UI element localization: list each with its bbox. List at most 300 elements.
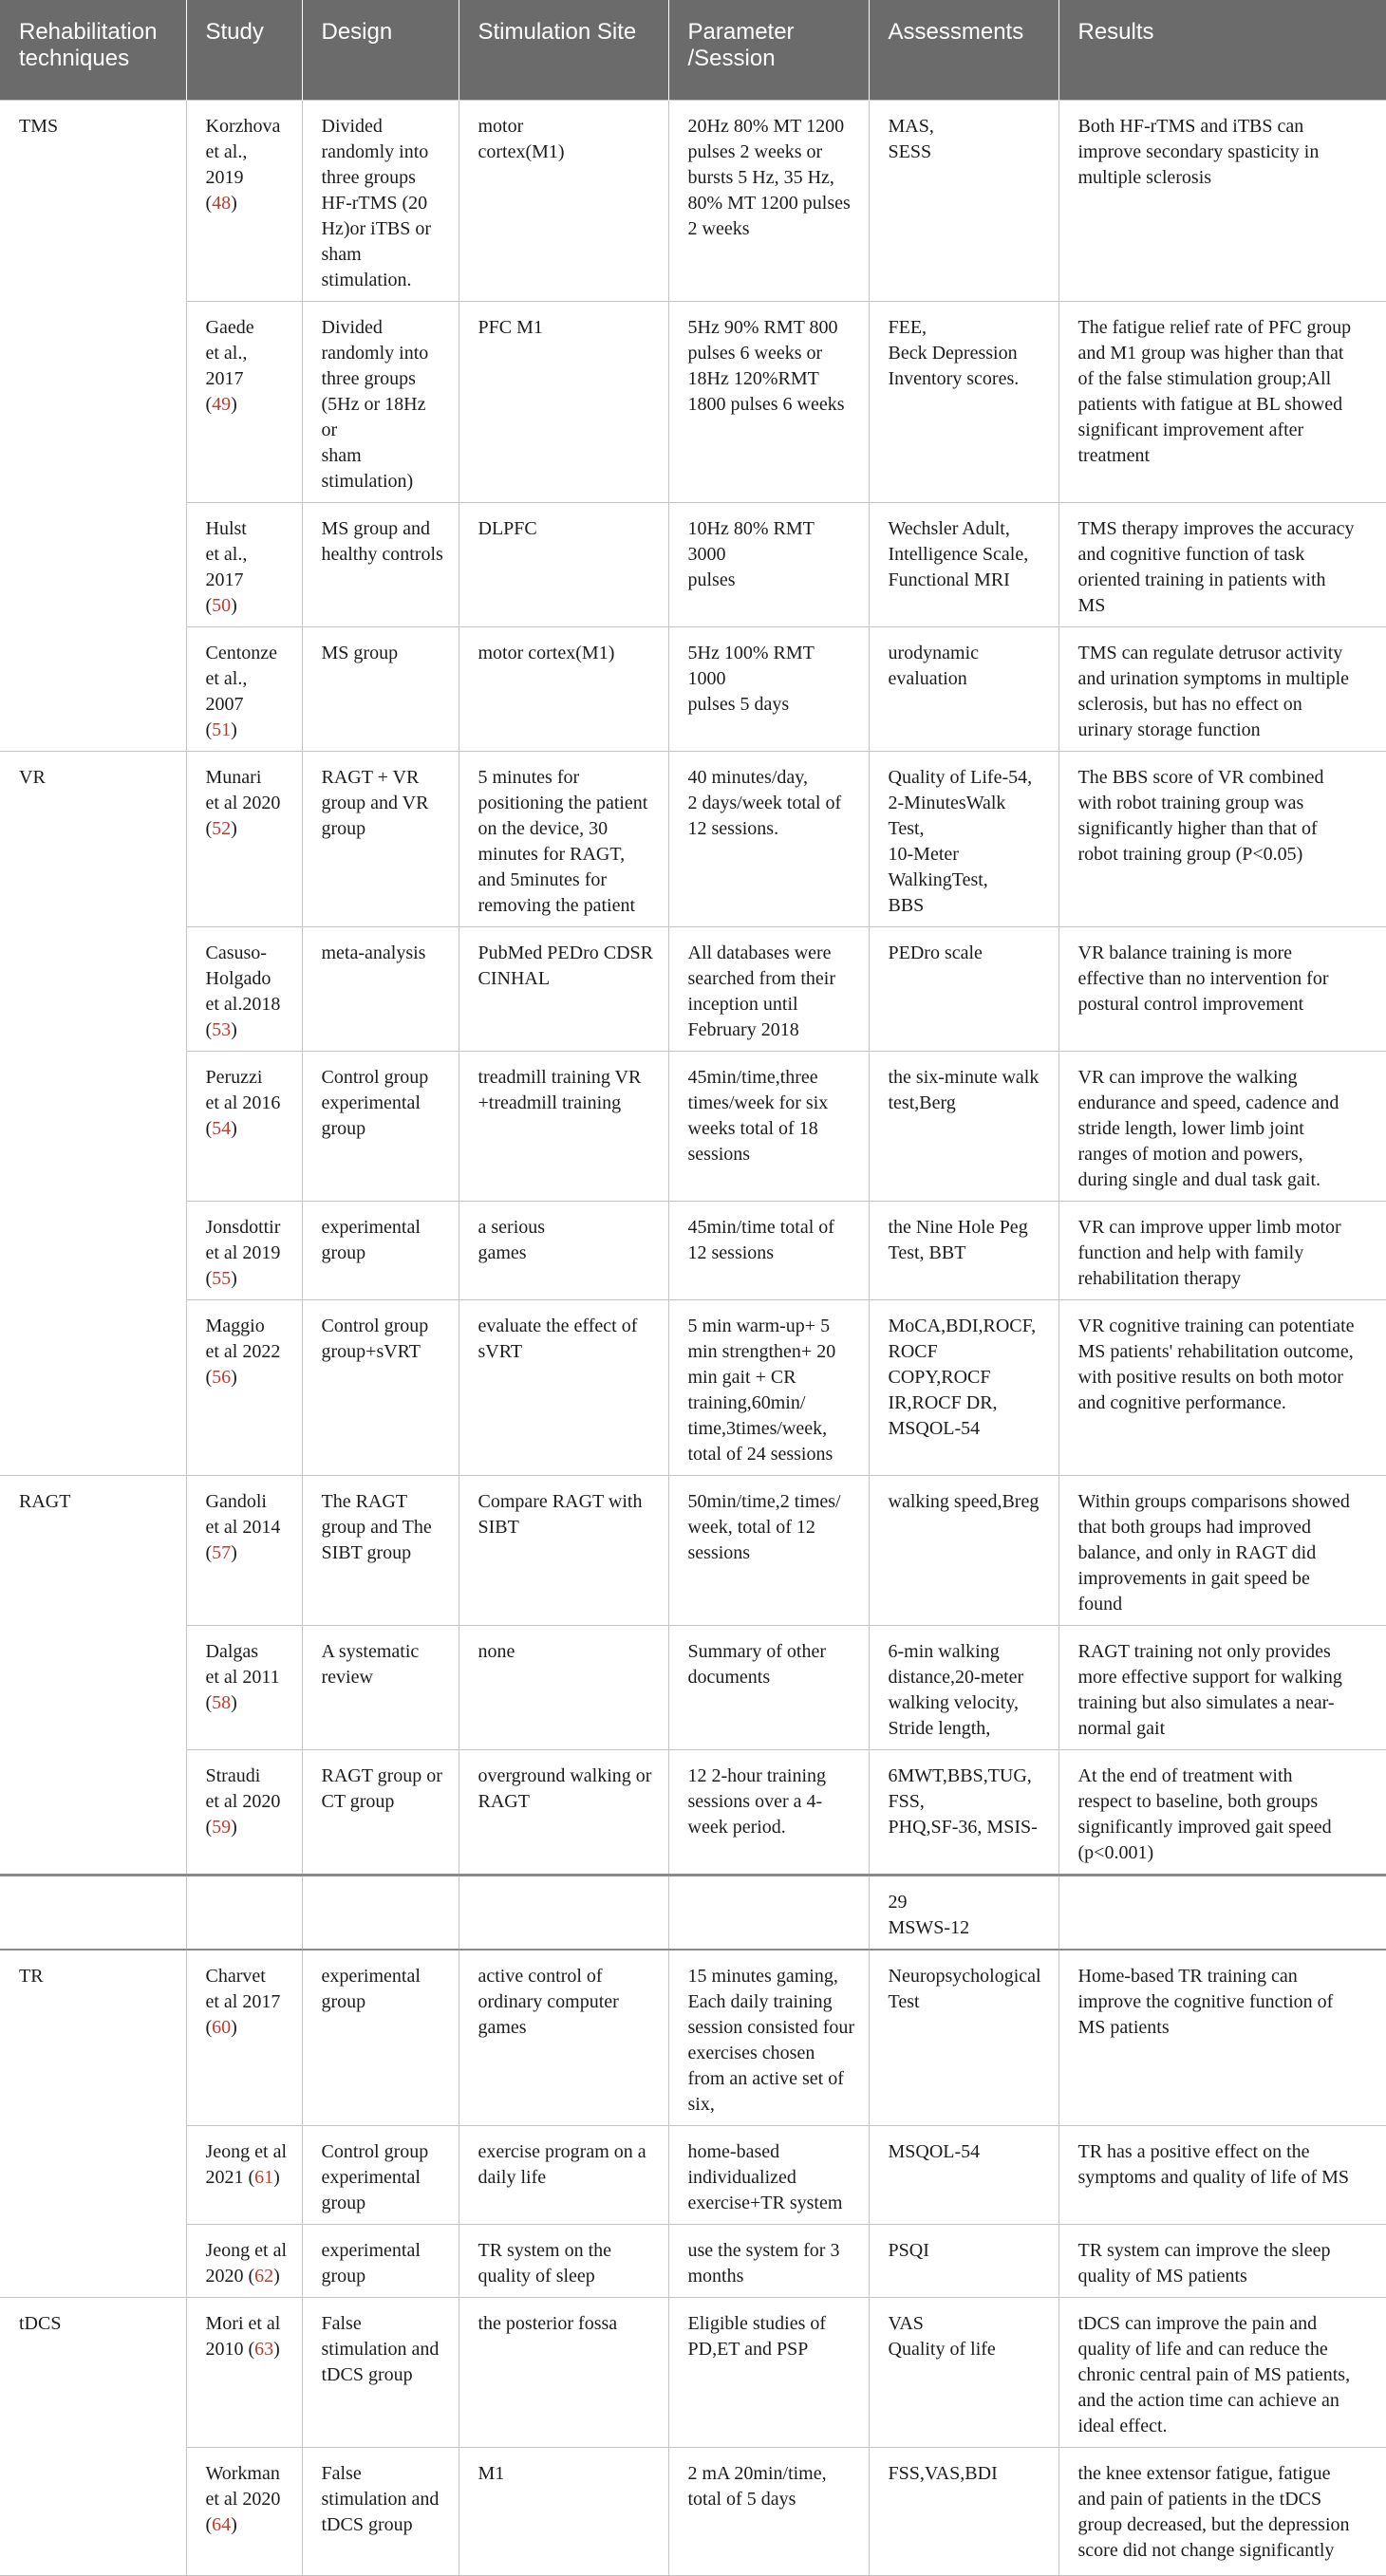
study-line: et al 2016	[205, 1092, 281, 1113]
table-row	[0, 1051, 1386, 1201]
assess-line: SESS	[888, 140, 932, 162]
param-line: six,	[687, 2093, 715, 2115]
results-line: and cognitive function of task	[1077, 543, 1305, 565]
technique-cell: TR	[0, 1950, 186, 2126]
reference-number[interactable]: 51	[212, 719, 232, 740]
param-line: week period.	[687, 1816, 786, 1838]
site-cell	[459, 1299, 668, 1475]
design-line: stimulation.	[321, 269, 412, 290]
study-cell	[186, 1875, 302, 1950]
study-line: Peruzzi	[205, 1066, 263, 1088]
reference-number[interactable]: 58	[212, 1691, 232, 1713]
study-cell	[186, 502, 302, 626]
results-cell	[1058, 1201, 1386, 1299]
param-line: 12 sessions	[687, 1241, 775, 1263]
technique-cell	[0, 1749, 186, 1875]
parameter-cell	[668, 100, 869, 301]
reference-link[interactable]: (59)	[205, 1816, 237, 1838]
param-line: 45min/time,three	[687, 1066, 818, 1088]
study-line: Hulst	[205, 517, 247, 539]
assess-line: test,Berg	[888, 1092, 956, 1113]
design-cell	[302, 751, 459, 926]
site-line: motor cortex(M1)	[478, 642, 615, 663]
study-line: et al 2022	[205, 1340, 281, 1362]
reference-number[interactable]: 49	[212, 393, 232, 415]
site-line: active control of	[478, 1965, 603, 1987]
results-line: MS patients' rehabilitation outcome,	[1077, 1340, 1354, 1362]
assessment-cell	[869, 1950, 1058, 2126]
reference-number[interactable]: 48	[212, 192, 232, 214]
results-line: and M1 group was higher than that	[1077, 342, 1344, 364]
study-cell	[186, 2125, 302, 2224]
site-cell	[459, 502, 668, 626]
study-line: Dalgas	[205, 1640, 259, 1662]
results-cell	[1058, 626, 1386, 751]
design-line: experimental	[321, 2166, 421, 2188]
site-line: and 5minutes for	[478, 868, 608, 890]
site-line: daily life	[478, 2166, 547, 2188]
design-cell	[302, 2125, 459, 2224]
header-assessments: Assessments	[869, 0, 1058, 100]
param-line: min strengthen+ 20	[687, 1340, 836, 1362]
study-cell	[186, 2447, 302, 2575]
table-body	[0, 100, 1386, 2575]
study-line: 2020 (62)	[205, 2265, 280, 2287]
reference-link[interactable]: (50)	[205, 594, 237, 616]
reference-number[interactable]: 57	[212, 1541, 232, 1563]
design-cell	[302, 2297, 459, 2447]
assess-line: Wechsler Adult,	[888, 517, 1010, 539]
study-line: et al 2014	[205, 1516, 281, 1538]
param-line: pulses 5 days	[687, 693, 790, 715]
study-line: Munari	[205, 766, 262, 788]
parameter-cell	[668, 2447, 869, 2575]
study-cell	[186, 1950, 302, 2126]
results-line: TR system can improve the sleep	[1077, 2239, 1331, 2261]
param-line: exercise+TR system	[687, 2192, 843, 2213]
site-line: evaluate the effect of	[478, 1315, 638, 1336]
design-line: three groups	[321, 166, 416, 188]
results-line: significantly higher than that of	[1077, 817, 1318, 839]
site-cell	[459, 2447, 668, 2575]
study-line: et al., 2017	[205, 543, 248, 590]
assess-line: Neuropsychological	[888, 1965, 1041, 1987]
param-line: Eligible studies of	[687, 2312, 827, 2334]
reference-link[interactable]: (64)	[205, 2513, 237, 2535]
design-line: meta-analysis	[321, 942, 426, 963]
study-cell	[186, 100, 302, 301]
table-row	[0, 1749, 1386, 1875]
results-line: patients with fatigue at BL showed	[1077, 393, 1343, 415]
reference-link[interactable]: (60)	[205, 2016, 237, 2038]
site-line: CINHAL	[478, 967, 551, 989]
site-line: the posterior fossa	[478, 2312, 618, 2334]
parameter-cell	[668, 1051, 869, 1201]
results-line: Both HF-rTMS and iTBS can	[1077, 115, 1304, 137]
results-line: endurance and speed, cadence and	[1077, 1092, 1339, 1113]
technique-cell	[0, 1299, 186, 1475]
results-line: training but also simulates a near-	[1077, 1691, 1335, 1713]
design-line: three groups	[321, 367, 416, 389]
results-line: and urination symptoms in multiple	[1077, 667, 1350, 689]
site-cell	[459, 2224, 668, 2297]
design-line: group+sVRT	[321, 1340, 421, 1362]
reference-link[interactable]: (56)	[205, 1366, 237, 1388]
technique-cell	[0, 1051, 186, 1201]
results-line: sclerosis, but has no effect on	[1077, 693, 1302, 715]
param-line: time,3times/week,	[687, 1417, 828, 1439]
assess-line: MSQOL-54	[888, 2140, 981, 2162]
parameter-cell	[668, 1875, 869, 1950]
design-line: Control group	[321, 2140, 429, 2162]
design-line: stimulation and	[321, 2338, 440, 2360]
technique-cell: RAGT	[0, 1475, 186, 1625]
results-line: group decreased, but the depression	[1077, 2513, 1350, 2535]
results-line: during single and dual task gait.	[1077, 1168, 1321, 1190]
site-line: overground walking or	[478, 1764, 652, 1786]
assess-line: the six-minute walk	[888, 1066, 1040, 1088]
parameter-cell	[668, 1475, 869, 1625]
assess-line: walking velocity,	[888, 1691, 1020, 1713]
site-line: removing the patient	[478, 894, 636, 916]
param-line: Summary of other	[687, 1640, 827, 1662]
design-line: experimental	[321, 1216, 421, 1238]
reference-number[interactable]: 53	[212, 1018, 232, 1040]
site-line: none	[478, 1640, 515, 1662]
design-cell	[302, 626, 459, 751]
param-line: sessions	[687, 1541, 751, 1563]
param-line: 40 minutes/day,	[687, 766, 808, 788]
parameter-cell	[668, 1201, 869, 1299]
assess-line: Stride length,	[888, 1717, 991, 1739]
results-cell	[1058, 751, 1386, 926]
study-line: 2021 (61)	[205, 2166, 280, 2188]
design-line: CT group	[321, 1790, 395, 1812]
results-line: balance, and only in RAGT did	[1077, 1541, 1317, 1563]
study-line: Gandoli	[205, 1490, 267, 1512]
results-line: and pain of patients in the tDCS	[1077, 2488, 1322, 2510]
study-cell	[186, 1749, 302, 1875]
design-line: False	[321, 2462, 362, 2484]
param-line: 5Hz 90% RMT 800	[687, 316, 838, 338]
design-line: SIBT group	[321, 1541, 412, 1563]
study-cell	[186, 1299, 302, 1475]
param-line: months	[687, 2265, 744, 2287]
assess-line: VAS	[888, 2312, 924, 2334]
assess-line: Test	[888, 1990, 920, 2012]
site-line: PubMed PEDro CDSR	[478, 942, 653, 963]
study-line: et al 2019	[205, 1241, 281, 1263]
assess-line: evaluation	[888, 667, 967, 689]
header-design: Design	[302, 0, 459, 100]
results-cell	[1058, 1875, 1386, 1950]
reference-link[interactable]: (54)	[205, 1117, 237, 1139]
param-line: searched from their	[687, 967, 835, 989]
parameter-cell	[668, 1625, 869, 1749]
design-line: group	[321, 2265, 366, 2287]
reference-link[interactable]: (48)	[205, 192, 237, 214]
results-line: effective than no intervention for	[1077, 967, 1329, 989]
results-cell	[1058, 926, 1386, 1051]
assess-line: Inventory scores.	[888, 367, 1020, 389]
reference-link[interactable]: (52)	[205, 817, 237, 839]
param-line: total of 24 sessions	[687, 1443, 833, 1465]
site-line: +treadmill training	[478, 1092, 622, 1113]
param-line: inception until	[687, 993, 798, 1015]
param-line: 2 weeks	[687, 217, 750, 239]
reference-link[interactable]: (57)	[205, 1541, 237, 1563]
study-line: Centonze	[205, 642, 278, 663]
design-line: tDCS group	[321, 2513, 413, 2535]
site-cell	[459, 751, 668, 926]
technique-cell	[0, 301, 186, 502]
results-cell	[1058, 1625, 1386, 1749]
assess-line: Beck Depression	[888, 342, 1018, 364]
results-line: significantly improved gait speed	[1077, 1816, 1332, 1838]
site-line: sVRT	[478, 1340, 523, 1362]
param-line: sessions over a 4-	[687, 1790, 823, 1812]
technique-cell	[0, 502, 186, 626]
param-line: 5Hz 100% RMT 1000	[687, 642, 815, 689]
assessment-cell	[869, 1749, 1058, 1875]
results-line: (p<0.001)	[1077, 1841, 1154, 1863]
site-cell	[459, 2297, 668, 2447]
assess-line: Functional MRI	[888, 569, 1010, 590]
site-cell	[459, 1051, 668, 1201]
design-line: group	[321, 1117, 366, 1139]
assess-line: BBS	[888, 894, 925, 916]
design-line: group	[321, 1990, 366, 2012]
param-line: 10Hz 80% RMT 3000	[687, 517, 815, 565]
assessment-cell	[869, 751, 1058, 926]
results-line: The BBS score of VR combined	[1077, 766, 1324, 788]
reference-number[interactable]: 52	[212, 817, 232, 839]
design-cell	[302, 100, 459, 301]
study-line: Maggio	[205, 1315, 265, 1336]
reference-number[interactable]: 61	[254, 2166, 274, 2188]
design-line: randomly into	[321, 342, 429, 364]
reference-number[interactable]: 56	[212, 1366, 232, 1388]
design-line: experimental	[321, 1092, 421, 1113]
param-line: 2 mA 20min/time,	[687, 2462, 827, 2484]
reference-number[interactable]: 64	[212, 2513, 232, 2535]
results-line: treatment	[1077, 444, 1151, 466]
design-line: group	[321, 817, 366, 839]
assess-line: PEDro scale	[888, 942, 983, 963]
header-results: Results	[1058, 0, 1386, 100]
study-cell	[186, 2224, 302, 2297]
reference-number[interactable]: 50	[212, 594, 232, 616]
site-line: on the device, 30	[478, 817, 609, 839]
technique-cell	[0, 1201, 186, 1299]
design-line: group and VR	[321, 792, 429, 813]
results-cell	[1058, 301, 1386, 502]
design-cell	[302, 2224, 459, 2297]
table-row	[0, 1875, 1386, 1950]
table-row	[0, 626, 1386, 751]
results-cell	[1058, 2297, 1386, 2447]
parameter-cell	[668, 751, 869, 926]
table-row	[0, 1475, 1386, 1625]
table-row	[0, 100, 1386, 301]
assessment-cell	[869, 2224, 1058, 2297]
table-row	[0, 751, 1386, 926]
param-line: pulses 6 weeks or	[687, 342, 823, 364]
results-line: chronic central pain of MS patients,	[1077, 2363, 1351, 2385]
site-line: Compare RAGT with	[478, 1490, 643, 1512]
results-line: The fatigue relief rate of PFC group	[1077, 316, 1352, 338]
design-cell	[302, 502, 459, 626]
design-line: tDCS group	[321, 2363, 413, 2385]
results-line: VR can improve upper limb motor	[1077, 1216, 1341, 1238]
param-line: 1800 pulses 6 weeks	[687, 393, 845, 415]
param-line: training,60min/	[687, 1391, 806, 1413]
reference-number[interactable]: 60	[212, 2016, 232, 2038]
assessment-cell	[869, 2125, 1058, 2224]
assessment-cell	[869, 1625, 1058, 1749]
study-line: et al 2020	[205, 792, 281, 813]
results-line: postural control improvement	[1077, 993, 1304, 1015]
param-line: times/week for six	[687, 1092, 829, 1113]
results-line: that both groups had improved	[1077, 1516, 1312, 1538]
technique-cell	[0, 2224, 186, 2297]
site-cell	[459, 626, 668, 751]
design-line: The RAGT	[321, 1490, 408, 1512]
reference-number[interactable]: 62	[254, 2265, 274, 2287]
results-cell	[1058, 502, 1386, 626]
assess-line: Intelligence Scale,	[888, 543, 1029, 565]
results-cell	[1058, 2224, 1386, 2297]
technique-cell	[0, 1875, 186, 1950]
parameter-cell	[668, 1950, 869, 2126]
study-line: et al 2017	[205, 1990, 281, 2012]
assess-line: urodynamic	[888, 642, 980, 663]
assess-line: Test,	[888, 817, 925, 839]
design-cell	[302, 1299, 459, 1475]
assess-line: IR,ROCF DR,	[888, 1391, 998, 1413]
assess-line: 6MWT,BBS,TUG,	[888, 1764, 1032, 1786]
param-line: exercises chosen	[687, 2042, 815, 2063]
design-line: HF-rTMS (20	[321, 192, 428, 214]
study-cell	[186, 751, 302, 926]
parameter-cell	[668, 1749, 869, 1875]
assess-line: FSS,	[888, 1790, 925, 1812]
design-line: False	[321, 2312, 362, 2334]
site-line: TR system on the	[478, 2239, 612, 2261]
results-cell	[1058, 1475, 1386, 1625]
design-line: group and The	[321, 1516, 432, 1538]
reference-number[interactable]: 63	[254, 2338, 274, 2360]
reference-number[interactable]: 59	[212, 1816, 232, 1838]
assess-line: PSQI	[888, 2239, 929, 2261]
results-line: At the end of treatment with	[1077, 1764, 1293, 1786]
assessment-cell	[869, 1875, 1058, 1950]
results-line: ranges of motion and powers,	[1077, 1143, 1303, 1165]
design-cell	[302, 301, 459, 502]
assessment-cell	[869, 301, 1058, 502]
reference-link[interactable]: (51)	[205, 719, 237, 740]
reference-link[interactable]: (55)	[205, 1267, 237, 1289]
technique-cell: VR	[0, 751, 186, 926]
design-line: Hz)or iTBS or	[321, 217, 432, 239]
design-line: Control group	[321, 1066, 429, 1088]
assessment-cell	[869, 1299, 1058, 1475]
assess-line: 6-min walking	[888, 1640, 1000, 1662]
assess-line: MoCA,BDI,ROCF,	[888, 1315, 1037, 1336]
design-cell	[302, 926, 459, 1051]
study-cell	[186, 1625, 302, 1749]
site-line: quality of sleep	[478, 2265, 595, 2287]
assessment-cell	[869, 626, 1058, 751]
site-line: games	[478, 2016, 527, 2038]
results-line: urinary storage function	[1077, 719, 1261, 740]
results-line: significant improvement after	[1077, 419, 1304, 440]
table-row	[0, 502, 1386, 626]
table-row	[0, 301, 1386, 502]
reference-link[interactable]: (53)	[205, 1018, 237, 1040]
site-cell	[459, 301, 668, 502]
design-line: experimental	[321, 1965, 421, 1987]
reference-link[interactable]: (49)	[205, 393, 237, 415]
results-line: symptoms and quality of life of MS	[1077, 2166, 1350, 2188]
results-line: the knee extensor fatigue, fatigue	[1077, 2462, 1331, 2484]
design-cell	[302, 1749, 459, 1875]
design-cell	[302, 1201, 459, 1299]
design-line: sham	[321, 243, 362, 265]
results-line: and the action time can achieve an	[1077, 2389, 1339, 2411]
param-line: All databases were	[687, 942, 832, 963]
assess-line: Test, BBT	[888, 1241, 966, 1263]
param-line: 50min/time,2 times/	[687, 1490, 841, 1512]
results-line: Within groups comparisons showed	[1077, 1490, 1350, 1512]
design-cell	[302, 2447, 459, 2575]
site-cell	[459, 1475, 668, 1625]
reference-link[interactable]: (58)	[205, 1691, 237, 1713]
parameter-cell	[668, 2224, 869, 2297]
design-line: Divided	[321, 115, 383, 137]
assess-line: WalkingTest,	[888, 868, 988, 890]
design-line: healthy controls	[321, 543, 443, 565]
site-line: PFC M1	[478, 316, 543, 338]
design-cell	[302, 1950, 459, 2126]
study-line: Mori et al	[205, 2312, 281, 2334]
results-line: TMS therapy improves the accuracy	[1077, 517, 1355, 539]
site-line: exercise program on a	[478, 2140, 646, 2162]
results-line: improvements in gait speed be	[1077, 1567, 1310, 1589]
param-line: bursts 5 Hz, 35 Hz,	[687, 166, 834, 188]
results-line: improve the cognitive function of	[1077, 1990, 1334, 2012]
reference-number[interactable]: 55	[212, 1267, 232, 1289]
results-line: stride length, lower limb joint	[1077, 1117, 1304, 1139]
reference-number[interactable]: 54	[212, 1117, 232, 1139]
study-line: Straudi	[205, 1764, 261, 1786]
results-line: MS	[1077, 594, 1106, 616]
site-line: treadmill training VR	[478, 1066, 642, 1088]
study-line: Jeong et al	[205, 2239, 288, 2261]
header-parameter: Parameter /Session	[668, 0, 869, 100]
results-line: score did not change significantly	[1077, 2539, 1335, 2561]
assess-line: the Nine Hole Peg	[888, 1216, 1028, 1238]
design-line: RAGT group or	[321, 1764, 442, 1786]
assess-line: ROCF COPY,ROCF	[888, 1340, 991, 1388]
design-line: RAGT + VR	[321, 766, 420, 788]
param-line: 5 min warm-up+ 5	[687, 1315, 831, 1336]
results-line: robot training group (P<0.05)	[1077, 843, 1303, 865]
design-line: group	[321, 1241, 366, 1263]
param-line: session consisted four	[687, 2016, 855, 2038]
design-cell	[302, 1475, 459, 1625]
study-line: Jonsdottir	[205, 1216, 281, 1238]
